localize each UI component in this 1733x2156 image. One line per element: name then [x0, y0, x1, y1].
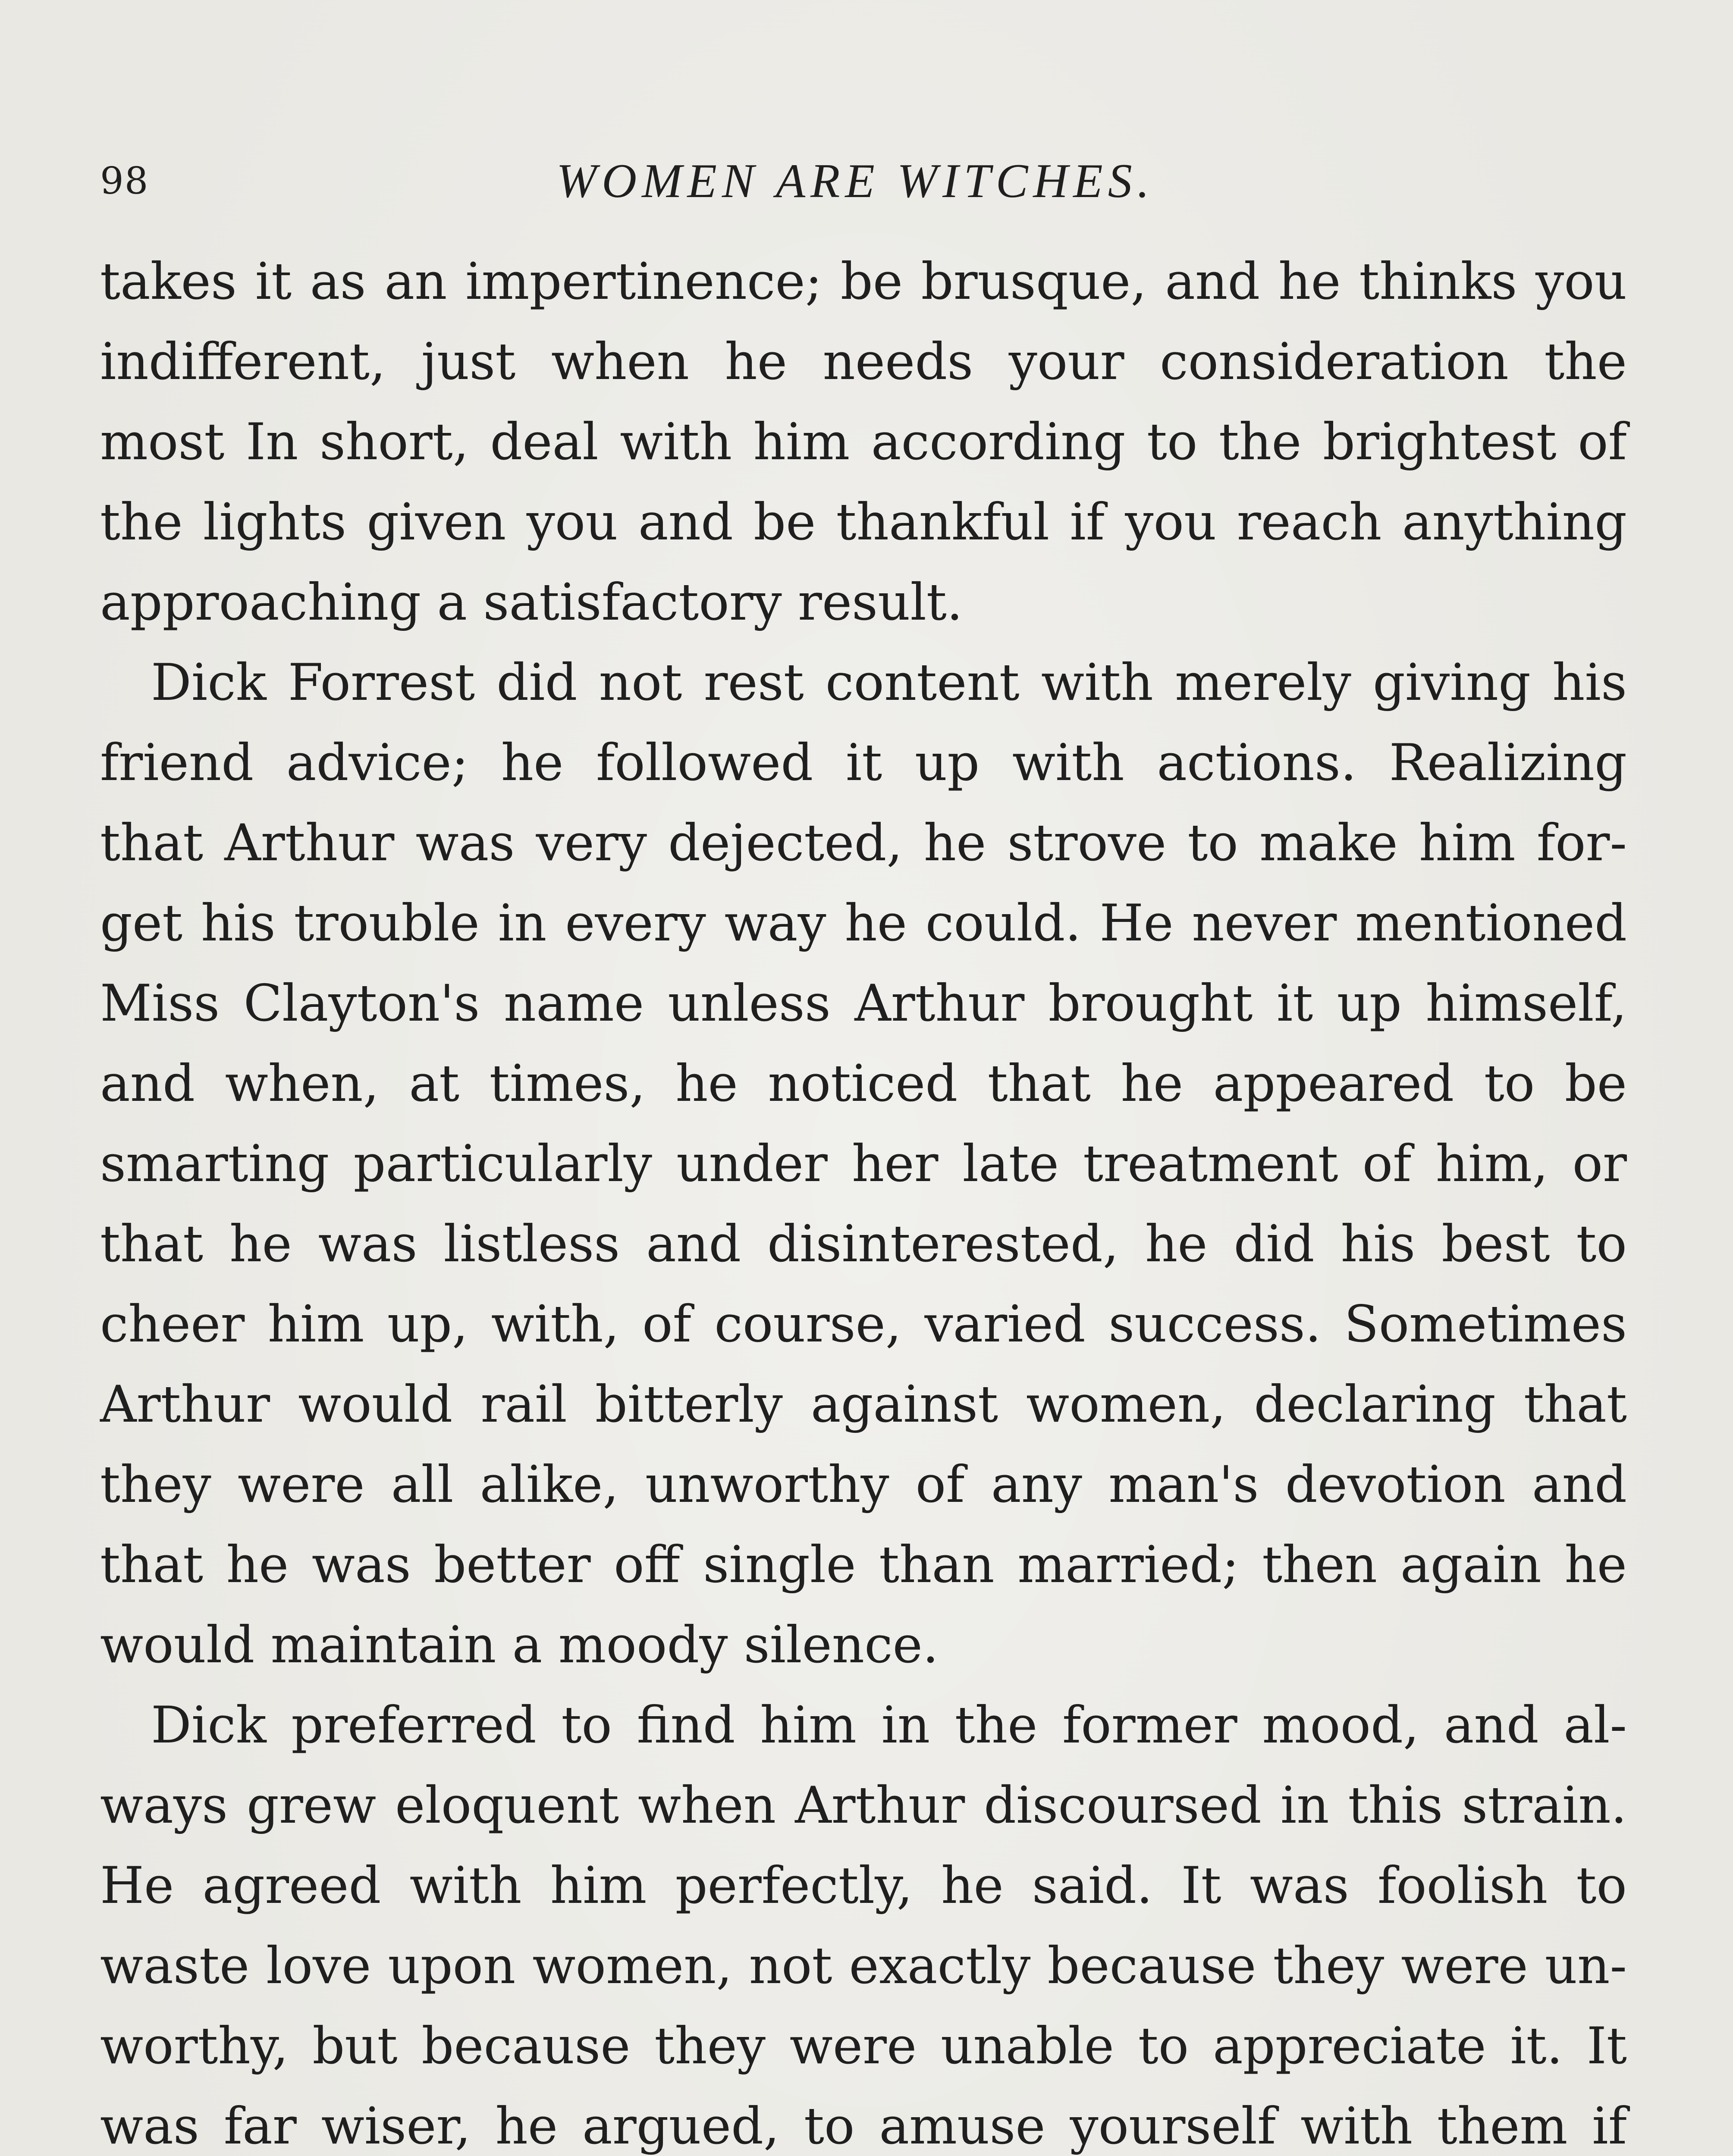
text-line: and when, at times, he noticed that he appeared to be — [100, 1054, 1627, 1113]
text-line: that he was listless and disinterested, he did his best to — [100, 1214, 1627, 1273]
text-line: was far wiser, he argued, to amuse yourself with them if — [100, 2096, 1627, 2156]
text-line: get his trouble in every way he could. He never mentioned — [100, 893, 1627, 953]
text-line: Arthur would rail bitterly against women, declaring that — [100, 1375, 1627, 1434]
text-line: that Arthur was very dejected, he strove to make him for- — [100, 813, 1627, 872]
text-line: approaching a satisfactory result. — [100, 573, 963, 632]
text-line: takes it as an impertinence; be brusque, and he thinks you — [100, 252, 1627, 311]
running-title: WOMEN ARE WITCHES. — [556, 154, 1155, 208]
text-line: they were all alike, unworthy of any man's devotion and — [100, 1455, 1627, 1514]
text-line: cheer him up, with, of course, varied success. Sometimes — [100, 1294, 1627, 1354]
text-line: most In short, deal with him according to the brightest of — [100, 412, 1627, 471]
text-line: the lights given you and be thankful if you reach anything — [100, 492, 1627, 552]
text-line: He agreed with him perfectly, he said. It was foolish to — [100, 1856, 1627, 1915]
text-line: indifferent, just when he needs your consideration the — [100, 332, 1627, 391]
text-line: ways grew eloquent when Arthur discoursed in this strain. — [100, 1776, 1627, 1835]
running-head — [0, 155, 1733, 207]
text-line: Miss Clayton's name unless Arthur brought it up himself, — [100, 974, 1627, 1033]
text-line: waste love upon women, not exactly because they were un- — [100, 1936, 1627, 1995]
text-line: smarting particularly under her late treatment of him, or — [100, 1134, 1627, 1193]
body-text — [100, 241, 1627, 2156]
text-line: friend advice; he followed it up with actions. Realizing — [100, 733, 1627, 792]
paragraph-start-line: Dick preferred to find him in the former mood, and al- — [151, 1695, 1627, 1755]
text-line: that he was better off single than married; then again he — [100, 1535, 1627, 1594]
text-line: worthy, but because they were unable to appreciate it. It — [100, 2016, 1627, 2075]
text-line: would maintain a moody silence. — [100, 1615, 939, 1674]
page-number: 98 — [100, 160, 149, 203]
paragraph-start-line: Dick Forrest did not rest content with merely giving his — [151, 653, 1627, 712]
